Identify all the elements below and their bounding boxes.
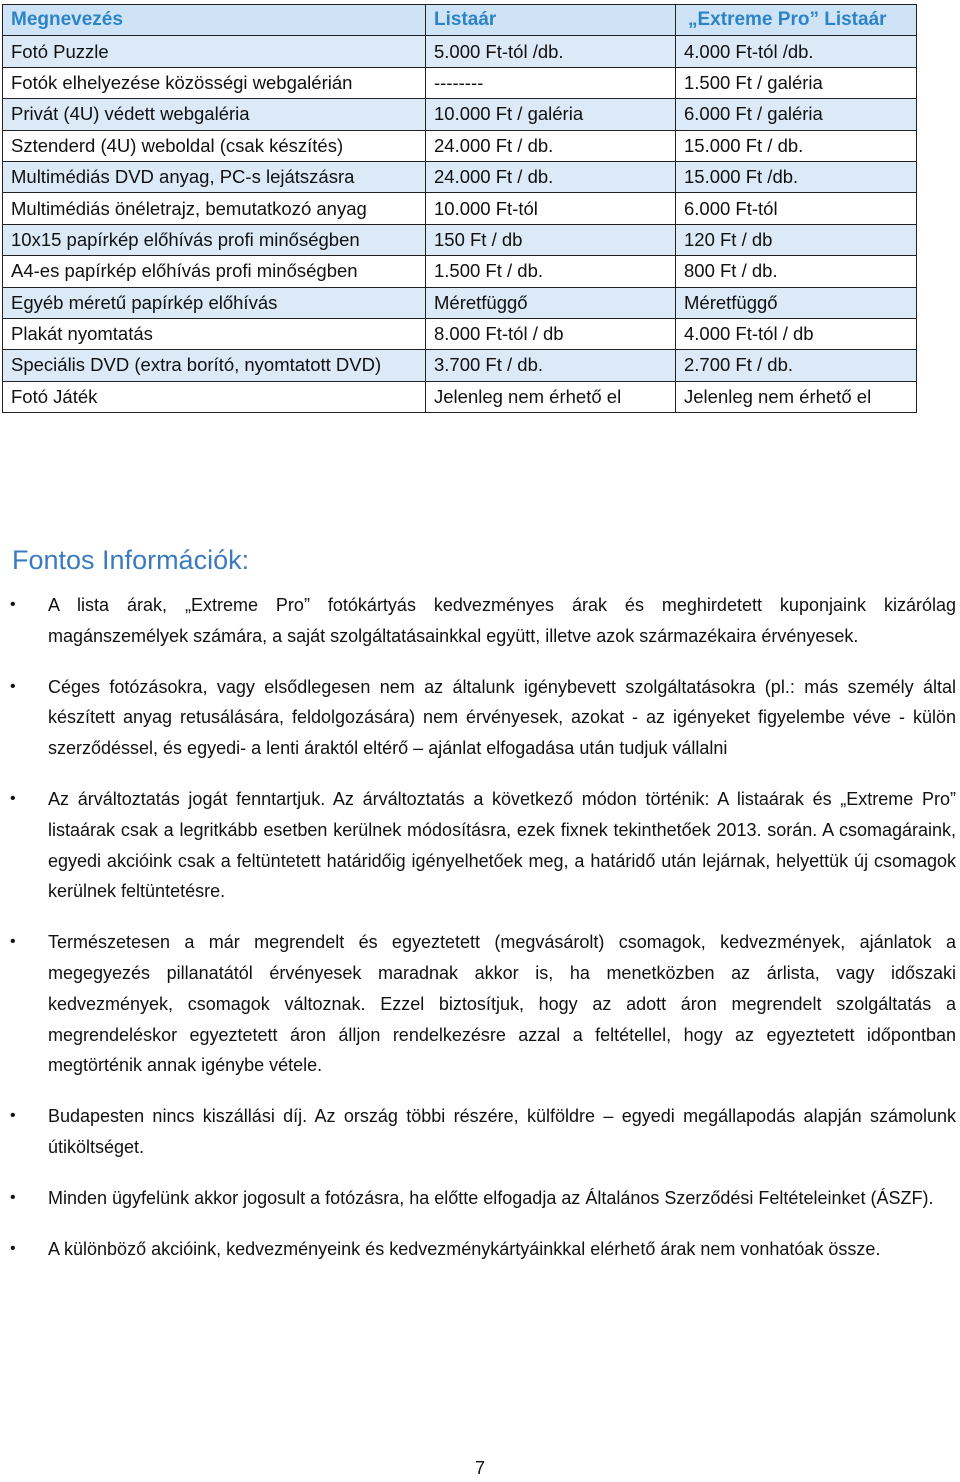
cell-extreme-pro-price: 120 Ft / db <box>676 224 917 255</box>
column-header-list-price: Listaár <box>426 5 676 36</box>
list-item-text: Céges fotózásokra, vagy elsődlegesen nem az általunk igénybevett szolgáltatásokra (pl.: más személy által készített anyag retusálására, feldolgozására) nem érvényesek, azokat - az igényeket figyelembe véve - külön szerződéssel, és egyedi- a lenti áraktól eltérő – ajánlat elfogadása után tudjuk vállalni <box>48 676 956 759</box>
cell-name: 10x15 papírkép előhívás profi minőségben <box>3 224 426 255</box>
cell-list-price: -------- <box>426 67 676 98</box>
table-row <box>3 36 917 67</box>
cell-list-price: 24.000 Ft / db. <box>426 130 676 161</box>
cell-extreme-pro-price: 4.000 Ft-tól / db <box>676 318 917 349</box>
list-item-text: Természetesen a már megrendelt és egyeztetett (megvásárolt) csomagok, kedvezmények, ajánlatok a megegyezés pillanatától érvényesek maradnak akkor is, ha menetközben az árlista, vagy időszaki kedvezmények, csomagok változnak. Ezzel biztosítjuk, hogy az adott áron megrendelt szolgáltatás a megrendeléskor egyeztetett áron álljon rendelkezésre azzal a feltétellel, hogy az egyeztetett időpontban megtörténik annak igénybe vétele. <box>48 932 956 1076</box>
table-row <box>3 193 917 224</box>
cell-name: Privát (4U) védett webgaléria <box>3 99 426 130</box>
list-item <box>10 1183 956 1214</box>
column-header-name: Megnevezés <box>3 5 426 36</box>
cell-name: Fotó Játék <box>3 381 426 412</box>
table-row <box>3 318 917 349</box>
page-number: 7 <box>474 1458 485 1478</box>
column-header-extreme-pro-price: „Extreme Pro” Listaár <box>676 5 917 36</box>
section-title: Fontos Információk: <box>12 545 250 575</box>
bullet-icon: • <box>10 596 16 613</box>
cell-extreme-pro-price: Méretfüggő <box>676 287 917 318</box>
list-item-text: A lista árak, „Extreme Pro” fotókártyás kedvezményes árak és meghirdetett kuponjaink kizárólag magánszemélyek számára, a saját szolgáltatásainkkal együtt, illetve azok származékaira érvényesek. <box>48 595 956 646</box>
list-item <box>10 672 956 764</box>
cell-name: Egyéb méretű papírkép előhívás <box>3 287 426 318</box>
list-item-text: Minden ügyfelünk akkor jogosult a fotózásra, ha előtte elfogadja az Általános Szerződési Feltételeinket (ÁSZF). <box>48 1187 934 1208</box>
cell-extreme-pro-price: 6.000 Ft / galéria <box>676 99 917 130</box>
list-item <box>10 1101 956 1163</box>
table-row <box>3 256 917 287</box>
cell-list-price: 10.000 Ft-tól <box>426 193 676 224</box>
cell-extreme-pro-price: 800 Ft / db. <box>676 256 917 287</box>
list-item-text: A különböző akcióink, kedvezményeink és kedvezménykártyáinkkal elérhető árak nem vonhatóak össze. <box>48 1238 881 1259</box>
cell-name: A4-es papírkép előhívás profi minőségben <box>3 256 426 287</box>
list-item-text: Budapesten nincs kiszállási díj. Az ország többi részére, külföldre – egyedi megállapodás alapján számolunk útiköltséget. <box>48 1106 956 1157</box>
table-row <box>3 67 917 98</box>
cell-list-price: Jelenleg nem érhető el <box>426 381 676 412</box>
cell-extreme-pro-price: 15.000 Ft / db. <box>676 130 917 161</box>
cell-name: Multimédiás DVD anyag, PC-s lejátszásra <box>3 161 426 192</box>
cell-name: Sztenderd (4U) weboldal (csak készítés) <box>3 130 426 161</box>
list-item <box>10 784 956 907</box>
cell-extreme-pro-price: 15.000 Ft /db. <box>676 161 917 192</box>
bullet-icon: • <box>10 1107 16 1125</box>
bullet-icon: • <box>10 677 16 695</box>
table-row <box>3 224 917 255</box>
cell-extreme-pro-price: 4.000 Ft-tól /db. <box>676 36 917 67</box>
cell-list-price: 24.000 Ft / db. <box>426 161 676 192</box>
list-item-text: Az árváltoztatás jogát fenntartjuk. Az árváltoztatás a következő módon történik: A listaárak és „Extreme Pro” listaárak csak a legritkább esetben kerülnek módosításra, ezek fixnek tekinthetőek 2013. során. A csomagáraink, egyedi akcióink csak a feltüntetett határidőig igényelhetőek meg, a határidő után lejárnak, helyettük új csomagok kerülnek feltüntetésre. <box>48 788 956 902</box>
cell-list-price: 150 Ft / db <box>426 224 676 255</box>
cell-list-price: 10.000 Ft / galéria <box>426 99 676 130</box>
price-table <box>2 4 917 413</box>
bullet-icon: • <box>10 933 16 951</box>
cell-name: Fotó Puzzle <box>3 36 426 67</box>
info-list <box>10 590 956 1284</box>
cell-list-price: 5.000 Ft-tól /db. <box>426 36 676 67</box>
list-item <box>10 927 956 1081</box>
cell-list-price: 8.000 Ft-tól / db <box>426 318 676 349</box>
list-item <box>10 1234 956 1265</box>
table-row <box>3 287 917 318</box>
cell-name: Plakát nyomtatás <box>3 318 426 349</box>
bullet-icon: • <box>10 1188 16 1206</box>
table-row <box>3 99 917 130</box>
cell-list-price: 1.500 Ft / db. <box>426 256 676 287</box>
cell-name: Speciális DVD (extra borító, nyomtatott DVD) <box>3 350 426 381</box>
list-item <box>10 590 956 652</box>
table-row <box>3 350 917 381</box>
table-row <box>3 161 917 192</box>
cell-name: Multimédiás önéletrajz, bemutatkozó anyag <box>3 193 426 224</box>
bullet-icon: • <box>10 1239 16 1257</box>
cell-list-price: 3.700 Ft / db. <box>426 350 676 381</box>
cell-extreme-pro-price: Jelenleg nem érhető el <box>676 381 917 412</box>
cell-extreme-pro-price: 6.000 Ft-tól <box>676 193 917 224</box>
cell-extreme-pro-price: 1.500 Ft / galéria <box>676 67 917 98</box>
cell-name: Fotók elhelyezése közösségi webgalérián <box>3 67 426 98</box>
bullet-icon: • <box>10 789 16 807</box>
cell-extreme-pro-price: 2.700 Ft / db. <box>676 350 917 381</box>
table-row <box>3 130 917 161</box>
cell-list-price: Méretfüggő <box>426 287 676 318</box>
table-header-row <box>3 5 917 36</box>
table-row <box>3 381 917 412</box>
